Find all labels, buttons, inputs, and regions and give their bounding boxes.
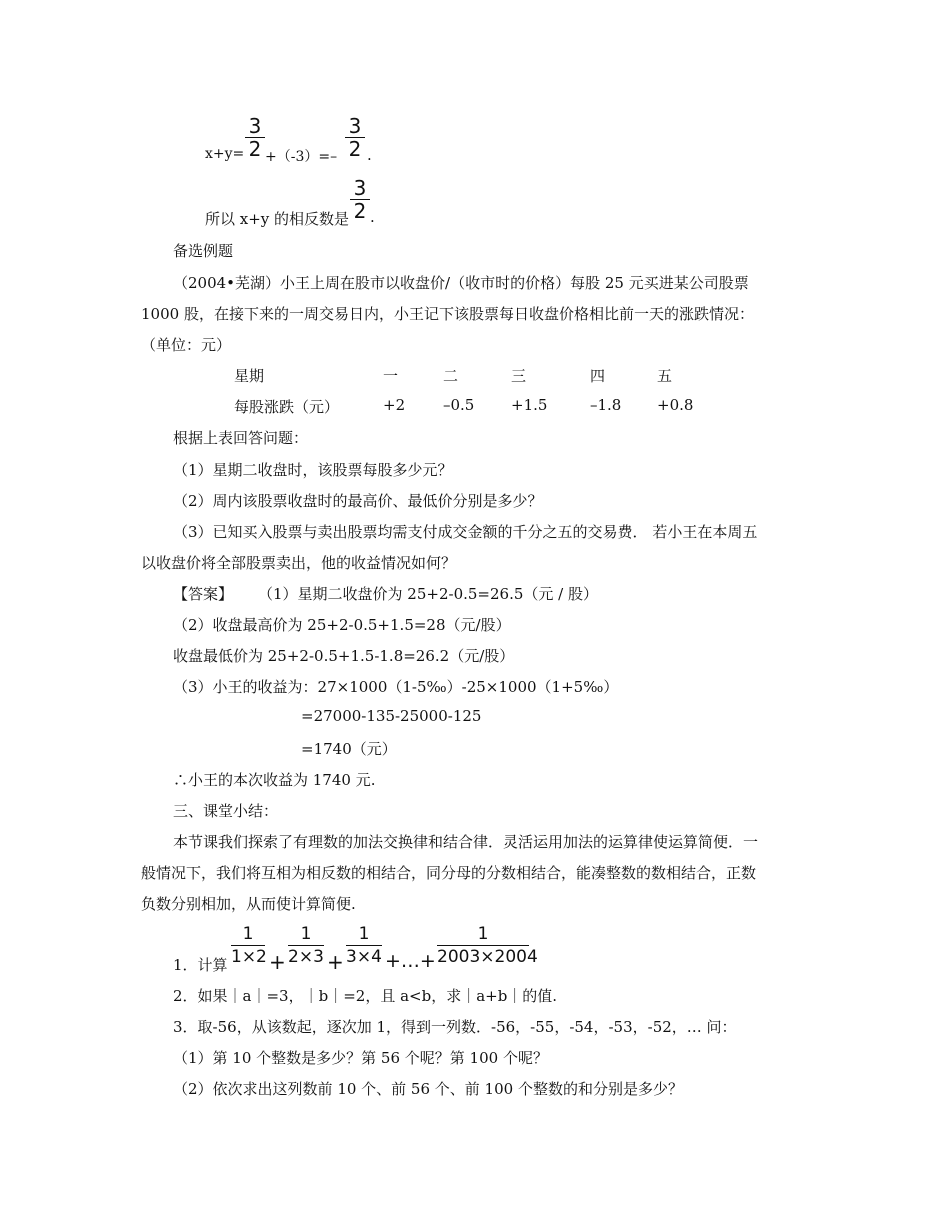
xy-end: . <box>367 146 372 164</box>
table-cell: 四 <box>590 367 606 385</box>
exercise-2: 2．如果｜a｜=3，｜b｜=2，且 a<b，求｜a+b｜的值. <box>173 987 558 1005</box>
answer-tag: 【答案】 <box>173 585 234 603</box>
summary-line-1: 本节课我们探索了有理数的加法交换律和结合律．灵活运用加法的运算律使运算简便．一 <box>173 833 759 851</box>
exercise-3-part-1: （1）第 10 个整数是多少？第 56 个呢？第 100 个呢？ <box>173 1049 548 1067</box>
answer-3c: =1740（元） <box>301 740 397 758</box>
question-3-line-1: （3）已知买入股票与卖出股票均需支付成交金额的千分之五的交易费． 若小王在本周五 <box>173 523 758 541</box>
table-cell: 五 <box>657 367 673 385</box>
table-row-label: 星期 <box>234 367 265 385</box>
table-cell: 二 <box>443 367 459 385</box>
exercise-3-part-2: （2）依次求出这列数前 10 个、前 56 个、前 100 个整数的和分别是多少？ <box>173 1080 683 1098</box>
problem-line-1: （2004•芜湖）小王上周在股市以收盘价/（收市时的价格）每股 25 元买进某公司股票 <box>173 274 749 292</box>
answer-3b: =27000-135-25000-125 <box>301 707 482 725</box>
fraction-3-over-2: 3 2 <box>245 116 265 159</box>
summary-line-2: 般情况下，我们将互相为相反数的相结合，同分母的分数相结合，能凑整数的数相结合，正数 <box>141 864 757 882</box>
xy-prefix: x+y= <box>205 146 245 162</box>
fraction-3-over-2: 3 2 <box>345 116 365 159</box>
fraction-1-over-2003x2004: 1 2003×2004 <box>437 924 538 967</box>
table-cell: –0.5 <box>443 396 475 414</box>
problem-line-2: 1000 股，在接下来的一周交易日内，小王记下该股票每日收盘价格相比前一天的涨跌情况： <box>141 305 754 323</box>
conclusion: ∴小王的本次收益为 1740 元. <box>173 771 376 789</box>
opposite-text: 所以 x+y 的相反数是 <box>205 210 350 228</box>
question-3-line-2: 以收盘价将全部股票卖出，他的收益情况如何？ <box>141 554 457 572</box>
table-cell: –1.8 <box>590 396 622 414</box>
question-intro: 根据上表回答问题： <box>173 429 309 447</box>
answer-2: （2）收盘最高价为 25+2-0.5+1.5=28（元/股） <box>173 616 511 634</box>
table-cell: 一 <box>383 367 399 385</box>
table-row-label: 每股涨跌（元） <box>234 398 340 416</box>
opposite-end: . <box>370 208 375 226</box>
backup-heading: 备选例题 <box>173 242 234 260</box>
answer-3: （3）小王的收益为：27×1000（1-5‰）-25×1000（1+5‰） <box>173 678 619 696</box>
table-cell: +2 <box>383 396 406 414</box>
question-1: （1）星期二收盘时，该股票每股多少元？ <box>173 461 453 479</box>
answer-2b: 收盘最低价为 25+2-0.5+1.5-1.8=26.2（元/股） <box>173 647 515 665</box>
xy-mid: +（-3）=– <box>265 149 338 165</box>
table-cell: +1.5 <box>511 396 548 414</box>
fraction-1-over-1x2: 1 1×2 <box>231 924 267 967</box>
summary-heading: 三、课堂小结： <box>173 802 279 820</box>
plus-sign: + <box>327 950 344 974</box>
problem-line-3: （单位：元） <box>141 336 232 354</box>
fraction-3-over-2: 3 2 <box>350 178 370 221</box>
question-2: （2）周内该股票收盘时的最高价、最低价分别是多少？ <box>173 492 543 510</box>
ellipsis-plus: +…+ <box>385 950 436 972</box>
summary-line-3: 负数分别相加，从而使计算简便. <box>141 895 356 913</box>
exercise-1-prefix: 1．计算 <box>173 956 228 974</box>
exercise-3: 3．取-56，从该数起，逐次加 1，得到一列数．-56，-55，-54，-53，-52，… 问： <box>173 1018 737 1036</box>
plus-sign: + <box>269 950 286 974</box>
fraction-1-over-3x4: 1 3×4 <box>346 924 382 967</box>
table-cell: +0.8 <box>657 396 694 414</box>
fraction-1-over-2x3: 1 2×3 <box>288 924 324 967</box>
table-cell: 三 <box>511 367 527 385</box>
answer-1: （1）星期二收盘价为 25+2-0.5=26.5（元 / 股） <box>258 585 598 603</box>
